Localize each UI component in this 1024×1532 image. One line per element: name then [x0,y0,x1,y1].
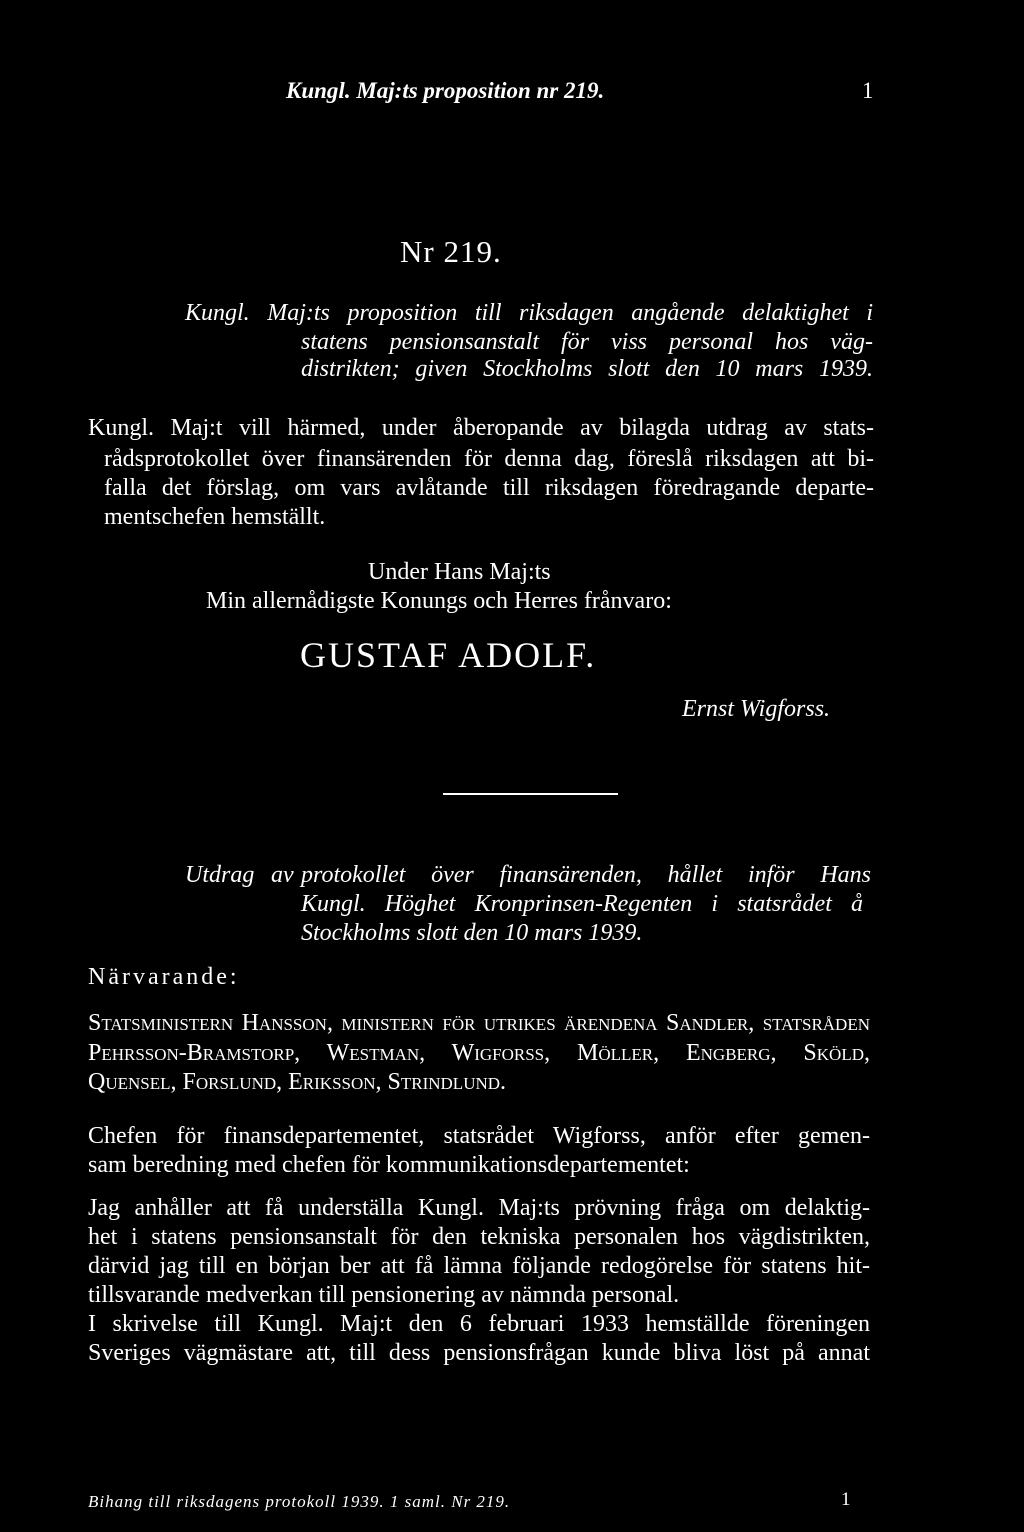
footer-text: Bihang till riksdagens protokoll 1939. 1 saml. Nr 219. [88,1492,511,1511]
request-line-4: tillsvarande medverkan till pensionering av nämnda personal. [88,1282,680,1308]
history-line-2: Sveriges vägmästare att, till dess pensionsfrågan kunde bliva löst på annat [88,1340,870,1366]
request-line-3: därvid jag till en början ber att få lämna följande redogörelse för statens hit- [88,1253,870,1279]
footer-number: 1 [841,1489,851,1510]
history-line-1: I skrivelse till Kungl. Maj:t den 6 februari 1933 hemställde föreningen [88,1311,870,1337]
present-list-line-1: Statsministern Hansson, ministern för utrikes ärendena Sandler, statsråden [88,1010,870,1036]
page-number: 1 [862,78,874,103]
section-divider [443,793,618,795]
present-list-line-2: Pehrsson-Bramstorp, Westman, Wigforss, Möller, Engberg, Sköld, [88,1040,870,1066]
present-label: Närvarande: [88,964,240,990]
extract-heading-line-3: Stockholms slott den 10 mars 1939. [301,920,643,946]
regent-signature: GUSTAF ADOLF. [300,635,597,675]
request-line-2: het i statens pensionsanstalt för den tekniska personalen hos vägdistrikten, [88,1224,870,1250]
signature-line-1: Under Hans Maj:ts [368,559,551,585]
request-line-1: Jag anhåller att få underställa Kungl. Maj:ts prövning fråga om delaktig- [88,1195,870,1221]
intro-line-1: Kungl. Maj:t vill härmed, under åberopande av bilagda utdrag av stats- [88,415,874,441]
extract-heading-word-2: av [271,862,294,888]
present-list-line-3: Quensel, Forslund, Eriksson, Strindlund. [88,1069,507,1095]
chief-line-2: sam beredning med chefen för kommunikationsdepartementet: [88,1152,690,1178]
chief-line-1: Chefen för finansdepartementet, statsrådet Wigforss, anför efter gemen- [88,1123,870,1149]
extract-heading-word-1: Utdrag [185,862,255,888]
intro-line-3: falla det förslag, om vars avlåtande till riksdagen föredragande departe- [104,475,874,501]
intro-line-2: rådsprotokollet över finansärenden för denna dag, föreslå riksdagen att bi- [104,446,874,472]
extract-heading-line-2: Kungl. Höghet Kronprinsen-Regenten i statsrådet å [301,891,863,917]
signature-line-2: Min allernådigste Konungs och Herres frånvaro: [206,588,672,614]
proposition-title-line-3: distrikten; given Stockholms slott den 10 mars 1939. [301,356,873,382]
extract-heading-line-1: protokollet över finansärenden, hållet inför Hans [301,862,871,888]
proposition-number-heading: Nr 219. [400,234,502,269]
intro-line-4: mentschefen hemställt. [104,504,326,530]
running-header: Kungl. Maj:ts proposition nr 219. [286,78,605,103]
proposition-title-line-1: Kungl. Maj:ts proposition till riksdagen angående delaktighet i [185,300,873,326]
minister-signature: Ernst Wigforss. [682,696,831,722]
proposition-title-line-2: statens pensionsanstalt för viss personal hos väg- [301,329,873,355]
